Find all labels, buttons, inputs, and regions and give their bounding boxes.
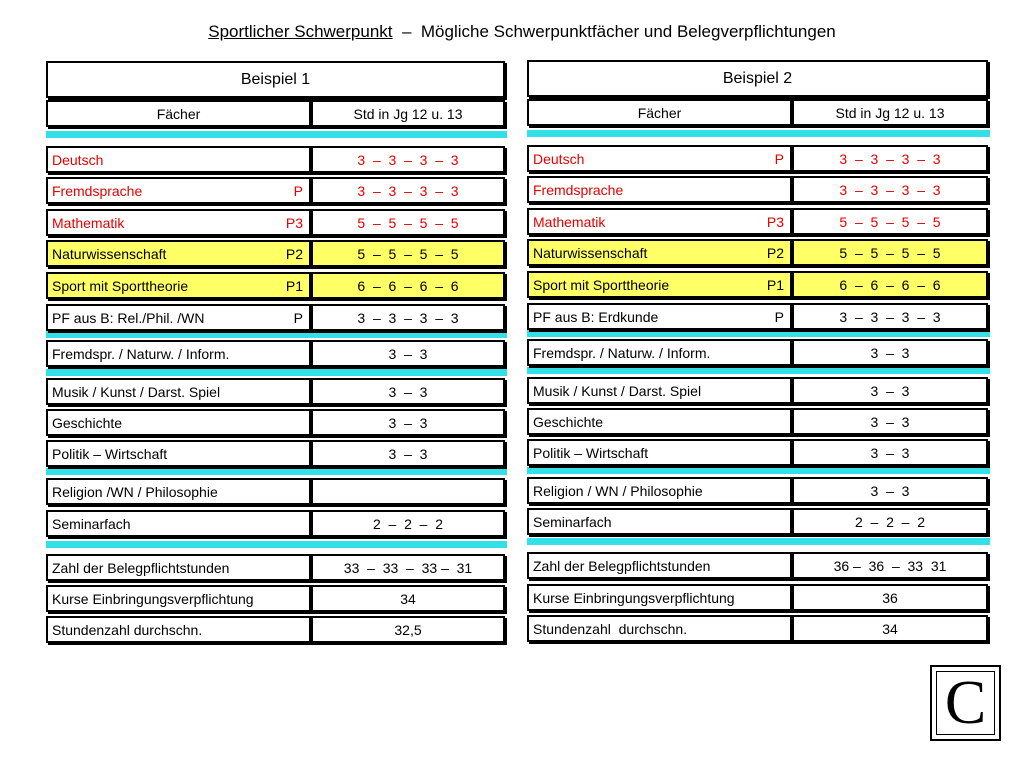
subject-cell <box>527 408 792 435</box>
title-subtitle: Mögliche Schwerpunktfächer und Belegverpflichtungen <box>420 22 836 41</box>
hours-cell: 34 <box>792 615 988 642</box>
separator-bar <box>46 131 507 138</box>
subject-name: Seminarfach <box>533 513 612 530</box>
subject-cell <box>46 554 311 581</box>
table-row <box>46 585 505 612</box>
subject-name: Zahl der Belegpflichtstunden <box>52 559 230 576</box>
separator-bar <box>46 541 507 548</box>
table-row <box>527 377 988 404</box>
hours-cell: 3 – 3 <box>792 377 988 404</box>
subject-cell <box>46 510 311 537</box>
subject-cell <box>527 584 792 611</box>
subject-name: Fremdspr. / Naturw. / Inform. <box>52 345 230 362</box>
hours-cell: 3 – 3 <box>311 340 505 367</box>
subject-name: Politik – Wirtschaft <box>52 445 168 462</box>
subject-name: Zahl der Belegpflichtstunden <box>533 557 711 574</box>
subject-cell <box>527 377 792 404</box>
subject-name: Geschichte <box>52 414 123 431</box>
separator-bar <box>46 468 507 475</box>
subject-cell <box>527 208 792 235</box>
hours-cell <box>311 478 505 505</box>
subject-cell <box>46 240 311 267</box>
c-logo-letter: C <box>936 671 995 735</box>
subject-cell <box>46 478 311 505</box>
subject-name: Fremdsprache <box>52 182 143 199</box>
subject-cell <box>46 304 311 331</box>
exam-tag: P <box>774 308 784 325</box>
column-header-subjects: Fächer <box>46 100 311 127</box>
subject-name: Kurse Einbringungsverpflichtung <box>52 590 254 607</box>
subject-cell <box>46 409 311 436</box>
subject-name: Sport mit Sporttheorie <box>52 277 189 294</box>
subject-name: Mathematik <box>52 214 125 231</box>
table-row <box>527 339 988 366</box>
table-row <box>46 304 505 331</box>
title-separator: – <box>392 22 421 41</box>
subject-name: Mathematik <box>533 213 606 230</box>
subject-name: Religion /WN / Philosophie <box>52 483 218 500</box>
hours-cell: 3 – 3 – 3 – 3 <box>792 176 988 203</box>
separator-bar <box>527 130 990 137</box>
subject-cell <box>46 440 311 467</box>
example-heading: Beispiel 2 <box>527 60 988 97</box>
c-logo-icon <box>930 665 1001 741</box>
hours-cell: 3 – 3 – 3 – 3 <box>311 146 505 173</box>
subject-cell <box>46 340 311 367</box>
table-row <box>527 176 988 203</box>
exam-tag: P1 <box>766 276 784 293</box>
hours-cell: 5 – 5 – 5 – 5 <box>311 209 505 236</box>
subject-name: Musik / Kunst / Darst. Spiel <box>533 382 702 399</box>
table-row <box>527 145 988 172</box>
subject-cell <box>46 616 311 643</box>
subject-cell <box>527 615 792 642</box>
subject-cell <box>46 378 311 405</box>
subject-name: Fremdspr. / Naturw. / Inform. <box>533 344 711 361</box>
hours-cell: 3 – 3 <box>311 409 505 436</box>
hours-cell: 3 – 3 <box>311 440 505 467</box>
page-title <box>0 22 1024 42</box>
subject-name: Musik / Kunst / Darst. Spiel <box>52 383 221 400</box>
hours-cell: 5 – 5 – 5 – 5 <box>792 239 988 266</box>
subject-cell <box>46 272 311 299</box>
subject-name: Naturwissenschaft <box>533 244 648 261</box>
hours-cell: 32,5 <box>311 616 505 643</box>
subject-cell <box>46 177 311 204</box>
column-header-hours: Std in Jg 12 u. 13 <box>792 99 988 126</box>
subject-name: Politik – Wirtschaft <box>533 444 649 461</box>
separator-bar <box>527 330 990 337</box>
subject-cell <box>527 439 792 466</box>
hours-cell: 3 – 3 – 3 – 3 <box>311 177 505 204</box>
table-row <box>46 440 505 467</box>
table-row <box>527 584 988 611</box>
table-row <box>46 146 505 173</box>
exam-tag: P <box>293 182 303 199</box>
table-row <box>46 240 505 267</box>
hours-cell: 36 <box>792 584 988 611</box>
table-row <box>527 208 988 235</box>
subject-cell <box>527 176 792 203</box>
table-row <box>527 552 988 579</box>
exam-tag: P2 <box>766 244 784 261</box>
table-row <box>46 409 505 436</box>
column-header-row <box>46 100 505 127</box>
table-row <box>527 303 988 330</box>
subject-cell <box>46 209 311 236</box>
hours-cell: 34 <box>311 585 505 612</box>
separator-bar <box>46 331 507 338</box>
table-row <box>46 209 505 236</box>
subject-name: PF aus B: Rel./Phil. /WN <box>52 309 205 326</box>
table-row <box>46 272 505 299</box>
column-header-subjects: Fächer <box>527 99 792 126</box>
hours-cell: 6 – 6 – 6 – 6 <box>792 271 988 298</box>
hours-cell: 2 – 2 – 2 <box>311 510 505 537</box>
example-heading: Beispiel 1 <box>46 61 505 98</box>
hours-cell: 3 – 3 <box>792 477 988 504</box>
exam-tag: P3 <box>285 214 303 231</box>
exam-tag: P <box>293 309 303 326</box>
hours-cell: 3 – 3 <box>792 439 988 466</box>
exam-tag: P3 <box>766 213 784 230</box>
subject-name: Naturwissenschaft <box>52 245 167 262</box>
table-row <box>46 554 505 581</box>
separator-bar <box>46 369 507 376</box>
hours-cell: 3 – 3 – 3 – 3 <box>792 145 988 172</box>
table-row <box>527 439 988 466</box>
subject-cell <box>527 552 792 579</box>
subject-name: PF aus B: Erdkunde <box>533 308 659 325</box>
hours-cell: 33 – 33 – 33 – 31 <box>311 554 505 581</box>
table-row <box>527 239 988 266</box>
subject-name: Fremdsprache <box>533 181 624 198</box>
hours-cell: 6 – 6 – 6 – 6 <box>311 272 505 299</box>
separator-bar <box>527 367 990 374</box>
table-row <box>46 340 505 367</box>
subject-cell <box>527 145 792 172</box>
hours-cell: 3 – 3 – 3 – 3 <box>311 304 505 331</box>
separator-bar <box>527 467 990 474</box>
table-row <box>527 477 988 504</box>
column-header-hours: Std in Jg 12 u. 13 <box>311 100 505 127</box>
hours-cell: 36 – 36 – 33 31 <box>792 552 988 579</box>
hours-cell: 3 – 3 <box>792 339 988 366</box>
table-row <box>46 478 505 505</box>
hours-cell: 3 – 3 <box>792 408 988 435</box>
subject-cell <box>46 146 311 173</box>
subject-name: Deutsch <box>533 150 585 167</box>
subject-cell <box>527 239 792 266</box>
column-header-row <box>527 99 988 126</box>
exam-tag: P <box>774 150 784 167</box>
subject-cell <box>527 339 792 366</box>
subject-name: Seminarfach <box>52 515 131 532</box>
table-row <box>46 616 505 643</box>
table-row <box>527 508 988 535</box>
hours-cell: 5 – 5 – 5 – 5 <box>311 240 505 267</box>
subject-cell <box>527 303 792 330</box>
subject-name: Geschichte <box>533 413 604 430</box>
table-row <box>46 378 505 405</box>
table-row <box>527 271 988 298</box>
subject-cell <box>46 585 311 612</box>
hours-cell: 2 – 2 – 2 <box>792 508 988 535</box>
exam-tag: P1 <box>285 277 303 294</box>
hours-cell: 3 – 3 – 3 – 3 <box>792 303 988 330</box>
subject-name: Sport mit Sporttheorie <box>533 276 670 293</box>
subject-cell <box>527 477 792 504</box>
subject-name: Stundenzahl durchschn. <box>52 621 203 638</box>
subject-cell <box>527 508 792 535</box>
subject-name: Stundenzahl durchschn. <box>533 620 688 637</box>
table-row <box>46 510 505 537</box>
exam-tag: P2 <box>285 245 303 262</box>
table-row <box>46 177 505 204</box>
subject-name: Kurse Einbringungsverpflichtung <box>533 589 735 606</box>
subject-name: Religion / WN / Philosophie <box>533 482 703 499</box>
hours-cell: 3 – 3 <box>311 378 505 405</box>
table-row <box>527 408 988 435</box>
subject-cell <box>527 271 792 298</box>
table-row <box>527 615 988 642</box>
title-topic: Sportlicher Schwerpunkt <box>208 22 393 41</box>
separator-bar <box>527 538 990 545</box>
subject-name: Deutsch <box>52 151 104 168</box>
hours-cell: 5 – 5 – 5 – 5 <box>792 208 988 235</box>
